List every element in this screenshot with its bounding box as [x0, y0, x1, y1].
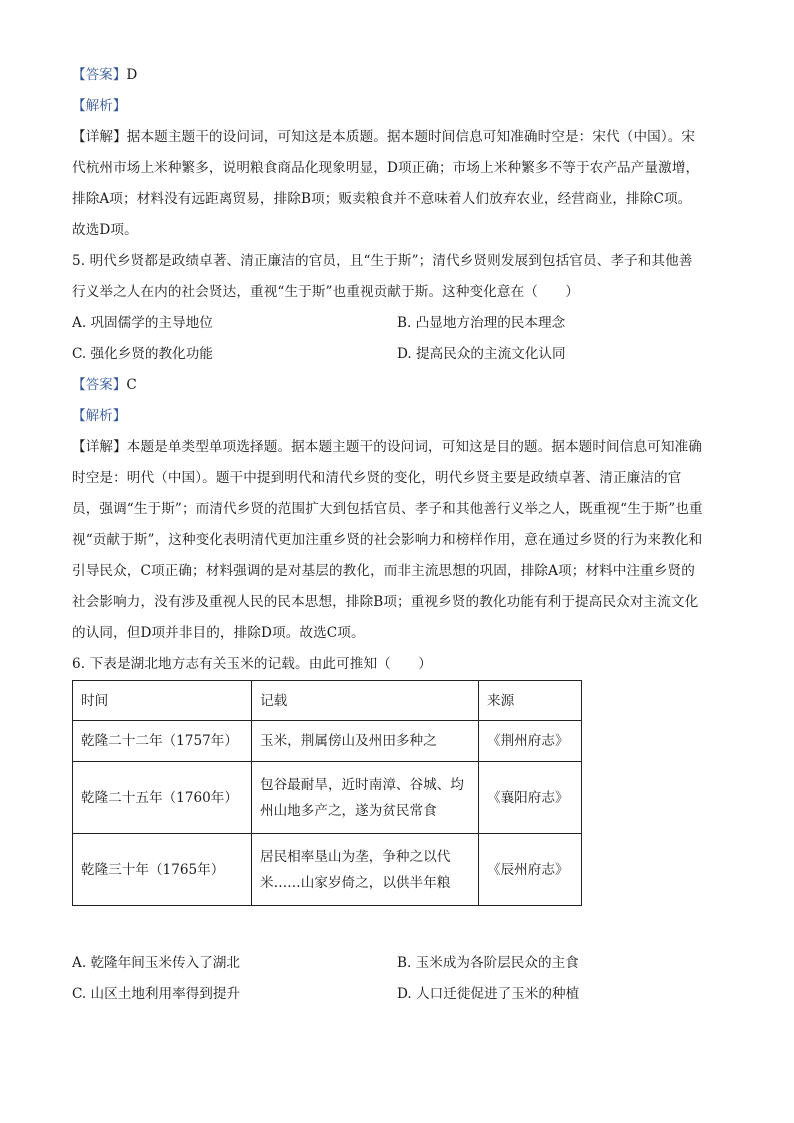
- q6-table: [72, 680, 582, 906]
- q5-analysis-label: 【解析】: [72, 408, 127, 424]
- table-row: [73, 762, 582, 834]
- q5-detail-line: 社会影响力，没有涉及重视人民的民本思想，排除B项；重视乡贤的教化功能有利于提高民众对主流文化: [72, 594, 699, 610]
- q5-option-b: B. 凸显地方治理的民本理念: [397, 315, 566, 331]
- q5-detail-line: 引导民众，C项正确；材料强调的是对基层的教化，而非主流思想的巩固，排除A项；材料中注重乡贤的: [72, 563, 695, 579]
- record-line: 玉米，荆属傍山及州田多种之: [260, 733, 437, 749]
- table-cell-record: [252, 834, 479, 906]
- q6-option-c: C. 山区土地利用率得到提升: [72, 986, 241, 1002]
- table-cell-record: [252, 762, 479, 834]
- q6-options-row: [72, 948, 722, 979]
- table-header-cell: 记载: [252, 681, 479, 721]
- table-header-cell: 来源: [479, 681, 582, 721]
- q5-option-d: D. 提高民众的主流文化认同: [397, 346, 566, 362]
- table-cell-source: 《襄阳府志》: [479, 762, 582, 834]
- q5-answer: [72, 370, 722, 401]
- table-row: [73, 721, 582, 762]
- q5-option-c: C. 强化乡贤的教化功能: [72, 346, 213, 362]
- answer-label: 【答案】: [72, 377, 127, 393]
- table-header-row: [73, 681, 582, 721]
- q4-detail-line: 故选D项。: [72, 222, 138, 238]
- record-line: 州山地多产之，遂为贫民常食: [260, 802, 437, 819]
- q4-analysis-label: 【解析】: [72, 98, 127, 114]
- q5-options-row: [72, 308, 722, 339]
- q5-detail-line: 视“贡献于斯”，这种变化表明清代更加注重乡贤的社会影响力和榜样作用，意在通过乡贤的行为来教化和: [72, 532, 703, 548]
- table-cell-time: 乾隆二十五年（1760年）: [73, 762, 252, 834]
- q5-stem-line: 5. 明代乡贤都是政绩卓著、清正廉洁的官员，且“生于斯”；清代乡贤则发展到包括官员、孝子和其他善: [72, 253, 693, 269]
- spacer: [72, 906, 722, 948]
- q6-option-b: B. 玉米成为各阶层民众的主食: [397, 955, 579, 971]
- q5-options-row: [72, 339, 722, 370]
- page: [72, 60, 722, 1010]
- q5-detail-line: 时空是：明代（中国）。题干中提到明代和清代乡贤的变化，明代乡贤主要是政绩卓著、清正廉洁的官: [72, 470, 682, 486]
- record-line: 包谷最耐旱，近时南漳、谷城、均: [260, 776, 464, 793]
- q5-detail-line: 【详解】本题是单类型单项选择题。据本题主题干的设问词，可知这是目的题。据本题时间信息可知准确: [72, 439, 702, 455]
- q5-stem-line: 行义举之人在内的社会贤达，重视“生于斯”也重视贡献于斯。这种变化意在（ ）: [72, 284, 580, 300]
- table-cell-source: 《荆州府志》: [479, 721, 582, 762]
- q6-option-a: A. 乾隆年间玉米传入了湖北: [72, 955, 240, 971]
- q6-option-d: D. 人口迁徙促进了玉米的种植: [397, 986, 580, 1002]
- table-cell-source: 《辰州府志》: [479, 834, 582, 906]
- table-cell-time: 乾隆二十二年（1757年）: [73, 721, 252, 762]
- table-row: [73, 834, 582, 906]
- q5-detail-line: 员，强调“生于斯”；而清代乡贤的范围扩大到包括官员、孝子和其他善行义举之人，既重视“生于斯”也重: [72, 501, 703, 517]
- record-line: 居民相率垦山为垄，争种之以代: [260, 848, 451, 865]
- table-cell-time: 乾隆三十年（1765年）: [73, 834, 252, 906]
- q6-stem: 6. 下表是湖北地方志有关玉米的记载。由此可推知（ ）: [72, 656, 432, 672]
- q4-detail-line: 【详解】据本题主题干的设问词，可知这是本质题。据本题时间信息可知准确时空是：宋代（中国）。宋: [72, 129, 696, 145]
- table-cell-record: [252, 721, 479, 762]
- q5-detail-line: 的认同，但D项并非目的，排除D项。故选C项。: [72, 625, 365, 641]
- answer-value: C: [126, 377, 137, 393]
- q6-options-row: [72, 979, 722, 1010]
- q5-option-a: A. 巩固儒学的主导地位: [72, 315, 213, 331]
- q4-answer: [72, 60, 722, 91]
- q4-detail-line: 代杭州市场上米种繁多，说明粮食商品化现象明显，D项正确；市场上米种繁多不等于农产品产量激增，: [72, 160, 700, 176]
- q4-detail-line: 排除A项；材料没有远距离贸易，排除B项；贩卖粮食并不意味着人们放弃农业，经营商业，排除C项。: [72, 191, 692, 207]
- answer-value: D: [126, 67, 138, 83]
- answer-label: 【答案】: [72, 67, 127, 83]
- record-line: 米……山家岁倚之，以供半年粮: [260, 874, 451, 891]
- table-header-cell: 时间: [73, 681, 252, 721]
